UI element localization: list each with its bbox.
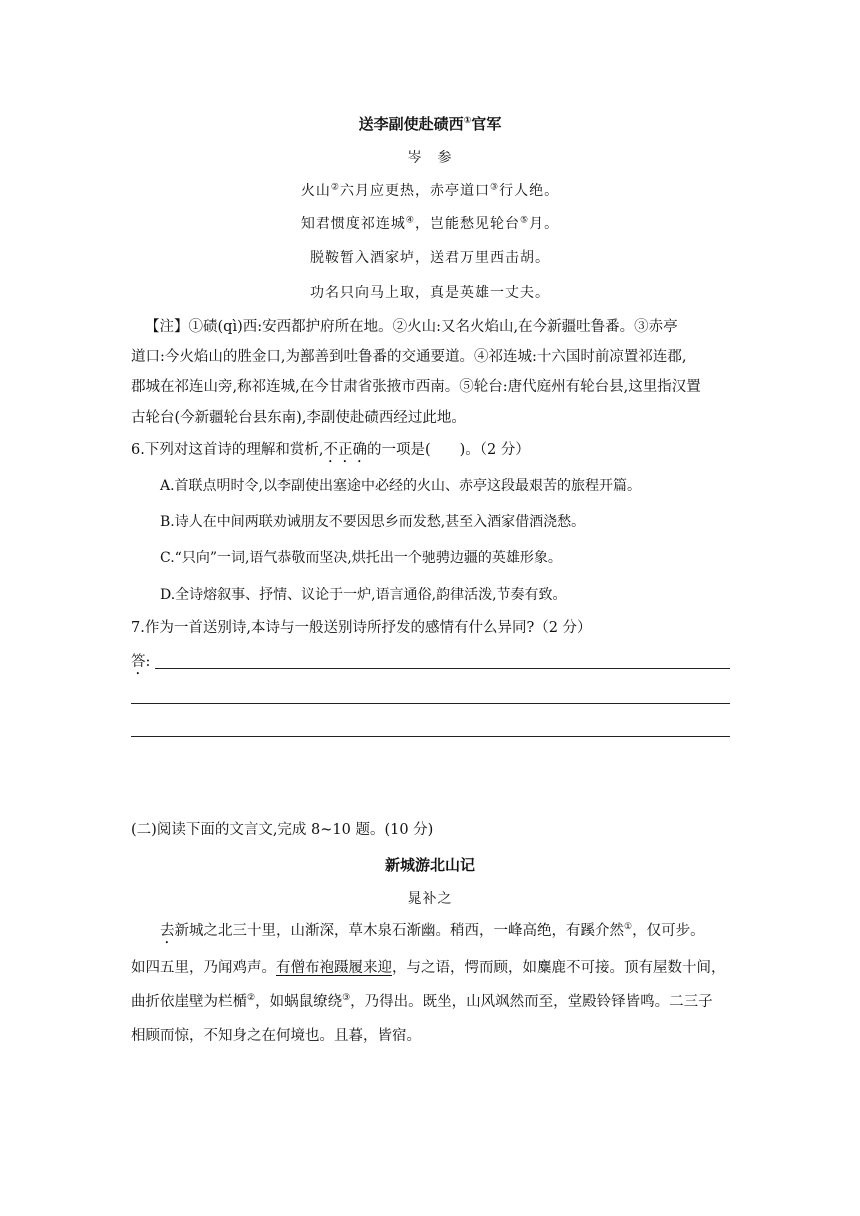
answer-label: 答: [131, 654, 151, 670]
notes-line-1: 【注】①碛(qì)西:安西都护府所在地。②火山:又名火焰山,在今新疆吐鲁番。③赤亭 [145, 319, 678, 335]
poem-line-3: 脱鞍暂入酒家垆，送君万里西击胡。 [310, 250, 550, 266]
emphasis-not-correct: 不正确 [323, 442, 367, 458]
question-6-option-c: C.“只向”一词,语气恭敬而坚决,烘托出一个驰骋边疆的英雄形象。 [160, 550, 562, 566]
question-6-option-b: B.诗人在中间两联劝诫朋友不要因思乡而发愁,甚至入酒家借酒浇愁。 [160, 514, 586, 530]
passage-line-3: 曲折依崖壁为栏楯②，如蜗鼠缭绕③，乃得出。既坐，山风飒然而至，堂殿铃铎皆鸣。二三子 [131, 993, 713, 1010]
notes-line-2: 道口:今火焰山的胜金口,为鄯善到吐鲁番的交通要道。④祁连城:十六国时前凉置祁连郡, [131, 349, 687, 365]
underlined-sentence: 有僧布袍蹑履来迎 [276, 960, 392, 976]
notes-line-4: 古轮台(今新疆轮台县东南),李副使赴碛西经过此地。 [131, 410, 466, 426]
poem-title: 送李副使赴碛西①官军 [358, 115, 502, 133]
answer-line-2[interactable] [131, 703, 730, 704]
question-7-stem: 7.作为一首送别诗,本诗与一般送别诗所抒发的感情有什么异同?（2 分） [131, 620, 592, 636]
passage-line-2: 如四五里，乃闻鸡声。有僧布袍蹑履来迎，与之语，愕而顾，如麋鹿不可接。顶有屋数十间， [131, 960, 726, 976]
poem-line-4: 功名只向马上取，真是英雄一丈夫。 [310, 285, 550, 301]
poem-line-2: 知君惯度祁连城④，岂能愁见轮台⑤月。 [300, 215, 560, 232]
poem-line-1: 火山②六月应更热，赤亭道口③行人绝。 [300, 182, 560, 199]
question-6-option-a: A.首联点明时令,以李副使出塞途中必经的火山、赤亭这段最艰苦的旅程开篇。 [160, 478, 642, 494]
answer-line-3[interactable] [131, 736, 730, 737]
answer-line-1[interactable] [155, 668, 730, 669]
poem-author: 岑 参 [407, 150, 453, 166]
question-6-option-d: D.全诗熔叙事、抒情、议论于一炉,语言通俗,韵律活泼,节奏有致。 [160, 587, 567, 603]
section-2-author: 晁补之 [407, 891, 453, 907]
section-2-title: 新城游北山记 [384, 856, 475, 874]
section-2-intro: (二)阅读下面的文言文,完成 8~10 题。(10 分) [131, 822, 434, 838]
question-6-stem: 6.下列对这首诗的理解和赏析,不正确的一项是( )。（2 分） [131, 442, 530, 458]
notes-line-3: 郡城在祁连山旁,称祁连城,在今甘肃省张掖市西南。⑤轮台:唐代庭州有轮台县,这里指汉置 [131, 379, 701, 395]
passage-line-1: 去新城之北三十里，山渐深，草木泉石渐幽。稍西，一峰高绝，有蹊介然①，仅可步。 [160, 922, 705, 939]
passage-line-4: 相顾而惊，不知身之在何境也。且暮，皆宿。 [131, 1028, 421, 1044]
